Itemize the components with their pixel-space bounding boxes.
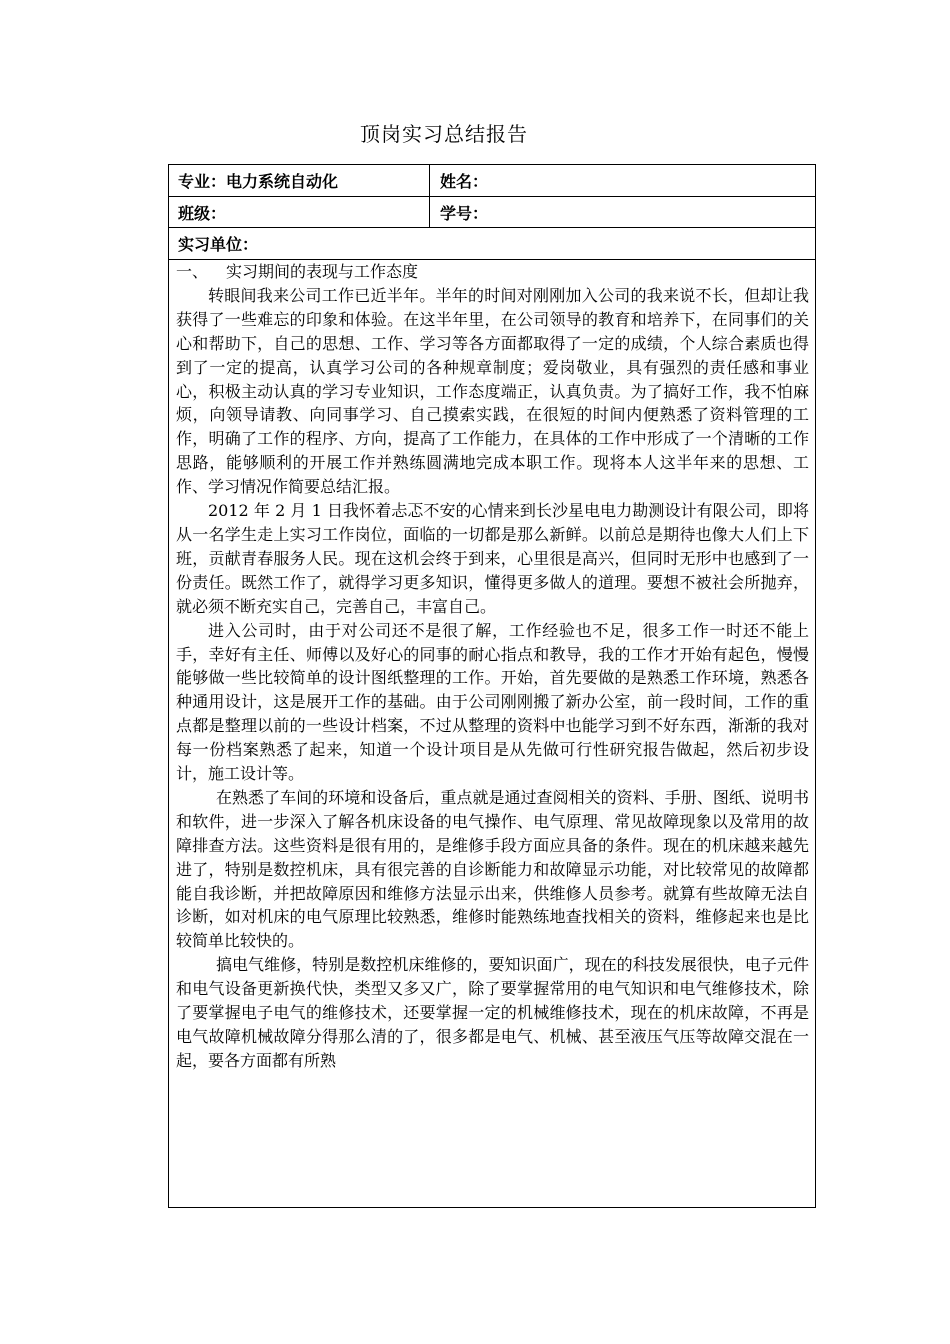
paragraph-4: 在熟悉了车间的环境和设备后，重点就是通过查阅相关的资料、手册、图纸、说明书和软件，进一步深入了解各机床设备的电气操作、电气原理、常见故障现象以及常用的故障排查方法。这些资料是很有用的，是维修手段方面应具备的条件。现在的机床越来越先进了，特别是数控机床，具有很完善的自诊断能力和故障显示功能，对比较常见的故障都能自我诊断，并把故障原因和维修方法显示出来，供维修人员参考。就算有些故障无法自诊断，如对机床的电气原理比较熟悉，维修时能熟练地查找相关的资料，维修起来也是比较简单比较快的。 (176, 787, 809, 951)
form-row-major-name (169, 165, 815, 197)
name-field: 姓名： (440, 172, 489, 191)
section-heading-text: 实习期间的表现与工作态度 (226, 262, 419, 281)
form-row-class-id (169, 197, 815, 228)
student-id-field: 学号： (440, 203, 489, 223)
class-field: 班级： (169, 197, 430, 227)
report-body (169, 260, 815, 1207)
report-form-table (168, 164, 816, 1208)
section-number: 一、 (176, 262, 209, 281)
paragraph-3: 进入公司时，由于对公司还不是很了解，工作经验也不足，很多工作一时还不能上手，幸好有主任、师傅以及好心的同事的耐心指点和教导，我的工作才开始有起色，慢慢能够做一些比较简单的设计图纸整理的工作。开始，首先要做的是熟悉工作环境，熟悉各种通用设计，这是展开工作的基础。由于公司刚刚搬了新办公室，前一段时间，工作的重点都是整理以前的一些设计档案，不过从整理的资料中也能学习到不好东西，渐渐的我对每一份档案熟悉了起来，知道一个设计项目是从先做可行性研究报告做起，然后初步设计，施工设计等。 (176, 620, 809, 784)
company-field: 实习单位： (178, 235, 259, 254)
paragraph-2: 2012 年 2 月 1 日我怀着忐忑不安的心情来到长沙星电电力勘测设计有限公司，即将从一名学生走上实习工作岗位，面临的一切都是那么新鲜。以前总是期待也像大人们上下班，贡献青春服务人民。现在这机会终于到来，心里很是高兴，但同时无形中也感到了一份责任。既然工作了，就得学习更多知识，懂得更多做人的道理。要想不被社会所抛弃，就必须不断充实自己，完善自己，丰富自己。 (176, 501, 809, 616)
document-title: 顶岗实习总结报告 (360, 122, 528, 146)
section-heading (176, 260, 809, 284)
form-row-company (169, 228, 815, 260)
paragraph-1: 转眼间我来公司工作已近半年。半年的时间对刚刚加入公司的我来说不长，但却让我获得了一些难忘的印象和体验。在这半年里，在公司领导的教育和培养下，在同事们的关心和帮助下，自己的思想、工作、学习等各方面都取得了一定的成绩，个人综合素质也得到了一定的提高，认真学习公司的各种规章制度；爱岗敬业，具有强烈的责任感和事业心，积极主动认真的学习专业知识，工作态度端正，认真负责。为了搞好工作，我不怕麻烦，向领导请教、向同事学习、自己摸索实践，在很短的时间内便熟悉了资料管理的工作，明确了工作的程序、方向，提高了工作能力，在具体的工作中形成了一个清晰的工作思路，能够顺利的开展工作并熟练圆满地完成本职工作。现将本人这半年来的思想、工作、学习情况作简要总结汇报。 (176, 285, 809, 497)
paragraph-5: 搞电气维修，特别是数控机床维修的，要知识面广，现在的科技发展很快，电子元件和电气设备更新换代快，类型又多又广，除了要掌握常用的电气知识和电气维修技术，除了要掌握电子电气的维修技术，还要掌握一定的机械维修技术，现在的机床故障，不再是电气故障机械故障分得那么清的了，很多都是电气、机械、甚至液压气压等故障交混在一起，要各方面都有所熟 (176, 955, 809, 1070)
major-field: 专业：电力系统自动化 (169, 165, 430, 196)
